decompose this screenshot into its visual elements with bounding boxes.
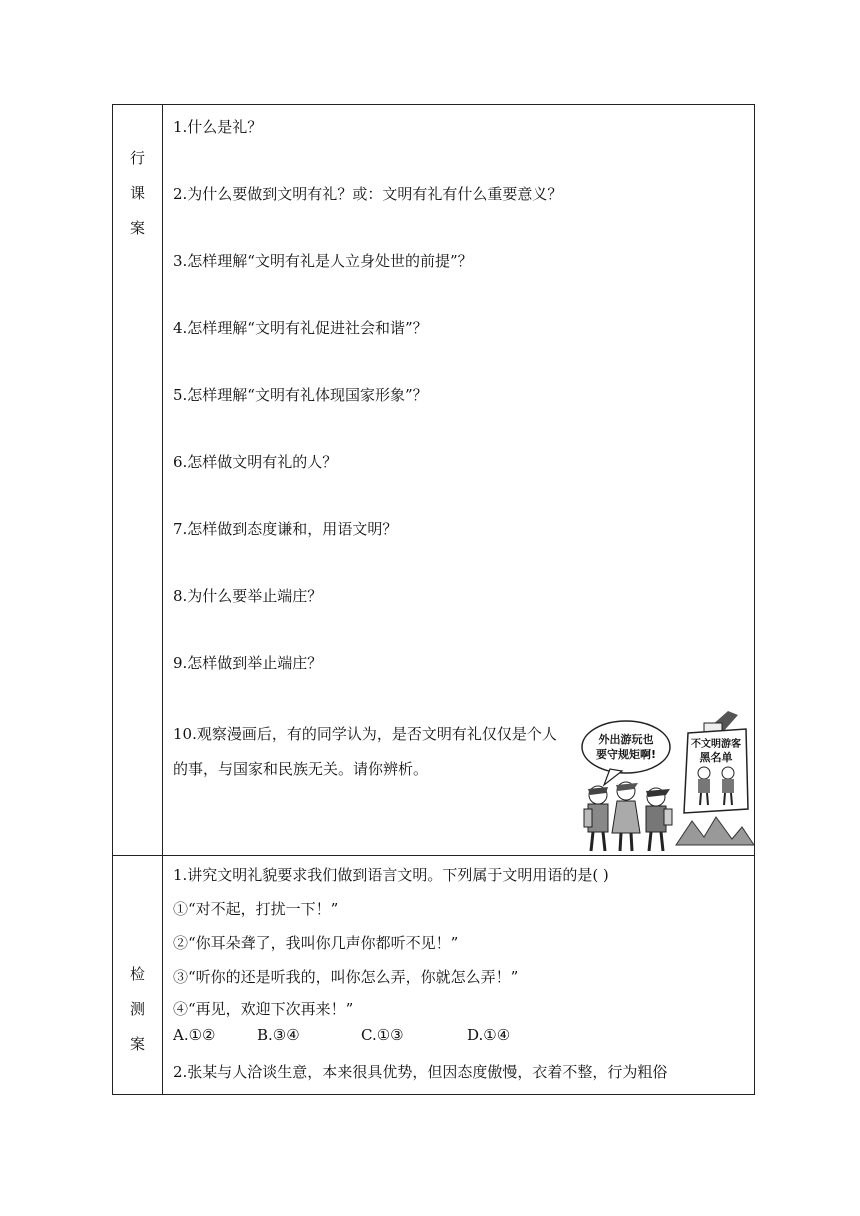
label-char: 案 <box>129 219 145 237</box>
answer-choices <box>173 1026 510 1044</box>
choice-b: B.③④ <box>257 1026 300 1044</box>
test-option-line: ①“对不起，打扰一下！” <box>173 900 339 918</box>
choice-d: D.①④ <box>467 1026 511 1044</box>
question-4: 4.怎样理解“文明有礼促进社会和谐”？ <box>173 319 428 337</box>
choice-c: C.①③ <box>361 1026 404 1044</box>
speech-text-line1: 外出游玩也 <box>598 733 654 746</box>
question-7: 7.怎样做到态度谦和，用语文明？ <box>173 520 398 538</box>
sign-text-line2: 黑名单 <box>699 751 733 764</box>
question-9: 9.怎样做到举止端庄？ <box>173 654 323 672</box>
question-5: 5.怎样理解“文明有礼体现国家形象”？ <box>173 386 428 404</box>
label-char: 检 <box>129 965 145 983</box>
choice-a: A.①② <box>173 1026 216 1044</box>
question-3: 3.怎样理解“文明有礼是人立身处世的前提”？ <box>173 252 473 270</box>
section-label-jiance <box>113 957 162 1062</box>
label-char: 测 <box>129 1000 145 1018</box>
label-char: 行 <box>129 149 145 167</box>
test-option-line: ③“听你的还是听我的，叫你怎么弄，你就怎么弄！” <box>173 968 519 986</box>
label-char: 课 <box>129 184 145 202</box>
cartoon-illustration <box>576 709 754 855</box>
test-question-2: 2.张某与人洽谈生意，本来很具优势，但因态度傲慢，衣着不整，行为粗俗 <box>173 1063 668 1081</box>
tourist-figures <box>584 782 672 851</box>
row-divider <box>113 855 754 856</box>
question-8: 8.为什么要举止端庄？ <box>173 587 323 605</box>
speech-text-line2: 要守规矩啊! <box>595 748 657 761</box>
worksheet-table <box>112 104 755 1095</box>
test-question-1: 1.讲究文明礼貌要求我们做到语言文明。下列属于文明用语的是( ) <box>173 866 609 884</box>
section-label-xingke <box>113 141 162 246</box>
label-char: 案 <box>129 1035 145 1053</box>
sign-text-line1: 不文明游客 <box>691 739 741 750</box>
test-option-line: ④“再见，欢迎下次再来！” <box>173 1000 354 1018</box>
column-divider <box>162 105 163 1094</box>
question-10: 10.观察漫画后，有的同学认为，是否文明有礼仅仅是个人的事，与国家和民族无关。请你辨析。 <box>173 725 557 778</box>
question-1: 1.什么是礼？ <box>173 118 263 136</box>
question-2: 2.为什么要做到文明有礼？或：文明有礼有什么重要意义？ <box>173 185 563 203</box>
question-6: 6.怎样做文明有礼的人？ <box>173 453 338 471</box>
test-option-line: ②“你耳朵聋了，我叫你几声你都听不见！” <box>173 934 459 952</box>
